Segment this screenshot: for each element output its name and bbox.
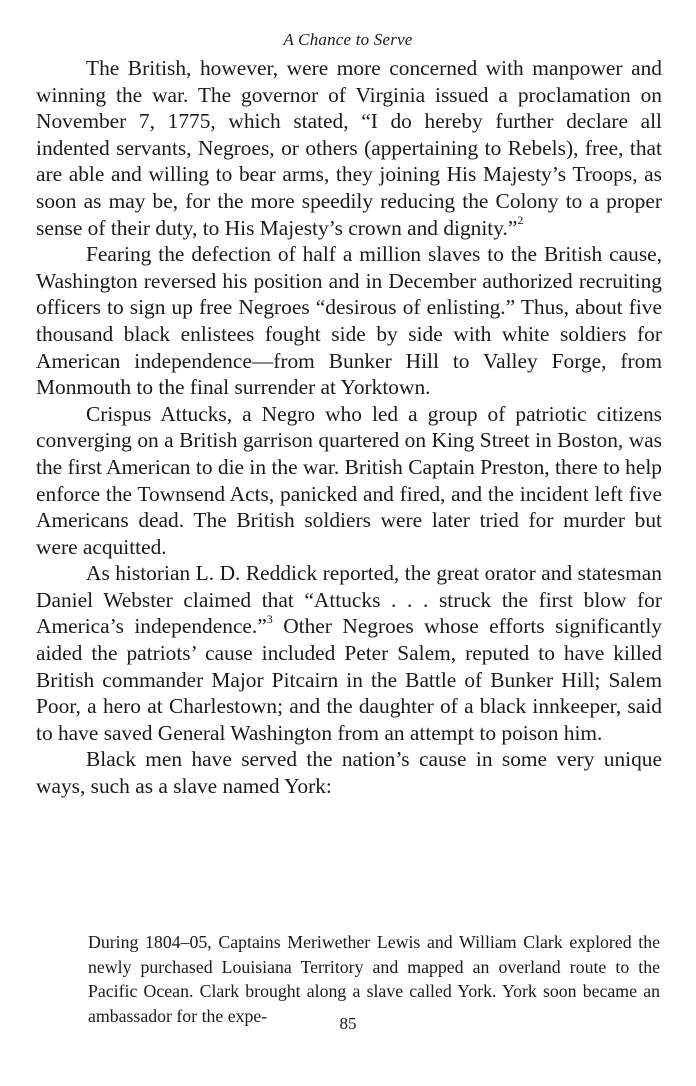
body-text xyxy=(36,55,662,800)
paragraph-text: The British, however, were more concerned with manpower and winning the war. The governor of Virginia issued a proclamation on November 7, 1775, which stated, “I do hereby further declare all indented servants, Negroes, or others (appertaining to Rebels), free, that are able and willing to bear arms, they joining His Majesty’s Troops, as soon as may be, for the more speedily reducing the Colony to a proper sense of their duty, to His Majesty’s crown and dignity.” xyxy=(36,56,662,240)
paragraph xyxy=(36,560,662,746)
page-number: 85 xyxy=(339,1014,357,1033)
footnote-ref: 3 xyxy=(266,612,273,627)
paragraph xyxy=(36,55,662,241)
footnote-ref: 2 xyxy=(517,213,524,228)
paragraph: Fearing the defection of half a million slaves to the British cause, Washington reversed his position and in December authorized recruiting officers to sign up free Negroes “desirous of enlisting.” Thus, about five thousand black enlistees fought side by side with white soldiers for American independence—from Bunker Hill to Valley Forge, from Monmouth to the final surrender at Yorktown. xyxy=(36,242,662,400)
paragraph-text: As historian L. D. Reddick reported, the great orator and statesman Daniel Webster claimed that “Attucks . . . struck the first blow for America’s independence.” xyxy=(36,561,662,639)
paragraph-text: Other Negroes whose efforts significantly aided the patriots’ cause included Peter Salem, reputed to have killed British commander Major Pitcairn in the Battle of Bunker Hill; Salem Poor, a hero at Charlestown; and the daughter of a black innkeeper, said to have saved General Washington from an attempt to poison him. xyxy=(36,614,662,745)
paragraph: Crispus Attucks, a Negro who led a group of patriotic citizens converging on a British garrison quartered on King Street in Boston, was the first American to die in the war. British Captain Preston, there to help enforce the Townsend Acts, panicked and fired, and the incident left five Americans dead. The British soldiers were later tried for murder but were acquitted. xyxy=(36,401,662,559)
block-quote: During 1804–05, Captains Meriwether Lewis and William Clark explored the newly purchased Louisiana Territory and mapped an overland route to the Pacific Ocean. Clark brought along a slave called York. York soon became an ambassador for the expe- xyxy=(88,932,660,1026)
paragraph: Black men have served the nation’s cause in some very unique ways, such as a slave named York: xyxy=(36,747,662,799)
running-title: A Chance to Serve xyxy=(283,30,413,49)
